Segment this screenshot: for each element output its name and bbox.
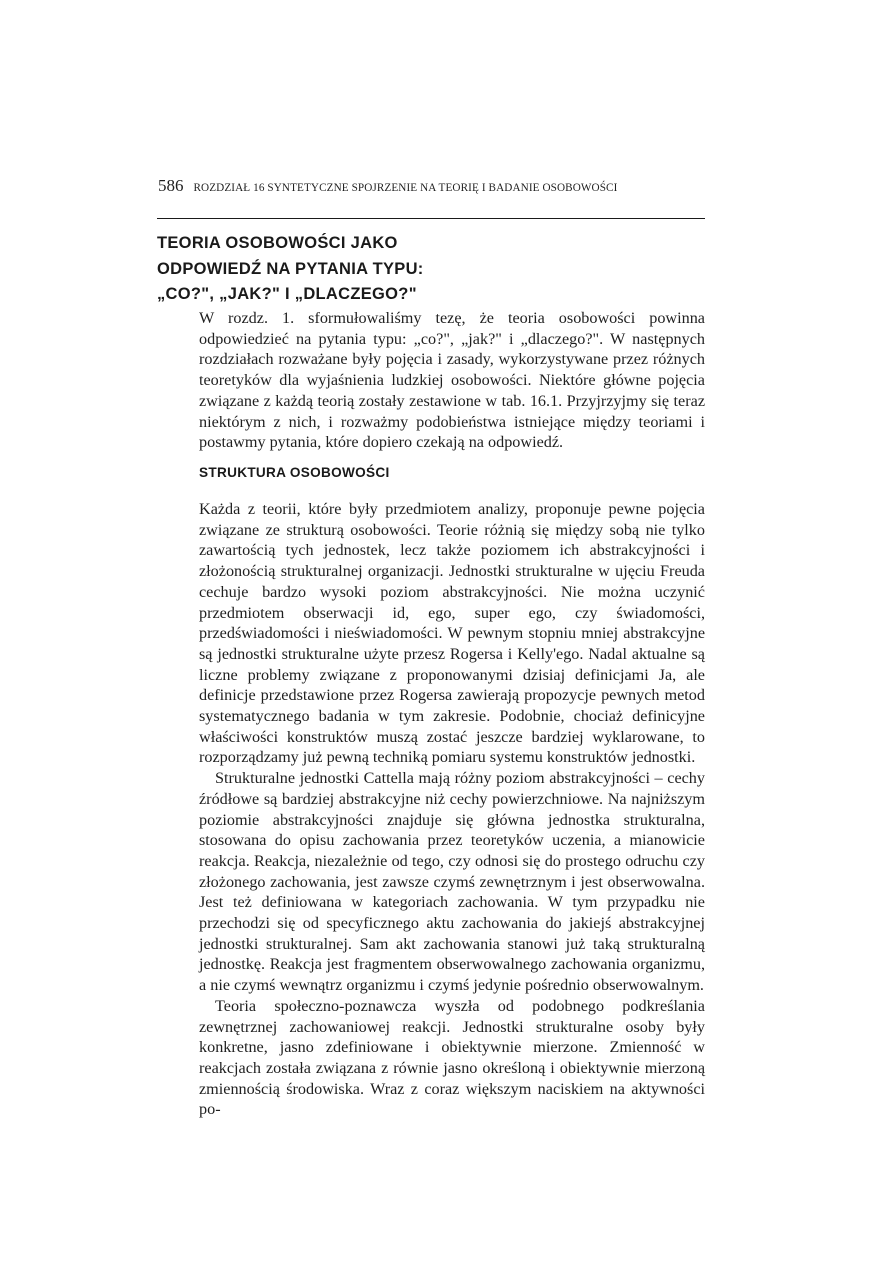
running-head [158,176,718,196]
section-divider [157,218,705,219]
body-paragraph: Każda z teorii, które były przedmiotem analizy, proponuje pewne pojęcia związane ze strukturą osobowości. Teorie różnią się między sobą nie tylko zawartością tych jednostek, lecz także poziomem ich abstrakcyjności i złożonością strukturalnej organizacji. Jednostki strukturalne w ujęciu Freuda cechuje bardzo wysoki poziom abstrakcyjności. Nie można uczynić przedmiotem obserwacji id, ego, super ego, czy świadomości, przedświadomości i nieświadomości. W pewnym stopniu mniej abstrakcyjne są jednostki strukturalne użyte przesz Rogersa i Kelly'ego. Nadal aktualne są liczne problemy związane z proponowanymi dzisiaj definicjami Ja, ale definicje przedstawione przez Rogersa zawierają propozycje pewnych metod systematycznego badania w tym zakresie. Podobnie, chociaż definicyjne właściwości konstruktów muszą zostać jeszcze bardziej wyklarowane, to rozporządzamy już pewną techniką pomiaru systemu konstruktów jednostki. [199,500,705,767]
intro-paragraph: W rozdz. 1. sformułowaliśmy tezę, że teoria osobowości powinna odpowiedzieć na pytania typu: „co?", „jak?" i „dlaczego?". W następnych rozdziałach rozważane były pojęcia i zasady, wykorzystywane przez różnych teoretyków dla wyjaśnienia ludzkiej osobowości. Niektóre główne pojęcia związane z każdą teorią zostały zestawione w tab. 16.1. Przyjrzyjmy się teraz niektórym z nich, i rozważmy podobieństwa istniejące między teoriami i postawmy pytania, które dopiero czekają na odpowiedź. [199,309,705,452]
body-paragraph: Strukturalne jednostki Cattella mają różny poziom abstrakcyjności – cechy źródłowe są bardziej abstrakcyjne niż cechy powierzchniowe. Na najniższym poziomie abstrakcyjności znajduje się główna jednostka strukturalna, stosowana do opisu zachowania przez teoretyków uczenia, a mianowicie reakcja. Reakcja, niezależnie od tego, czy odnosi się do prostego odruchu czy złożonego zachowania, jest zawsze czymś zewnętrznym i jest obserwowalna. Jest też definiowana w kategoriach zachowania. W tym przypadku nie przechodzi się od specyficznego aktu zachowania do jakiejś abstrakcyjnej jednostki strukturalnej. Sam akt zachowania stanowi już taką strukturalną jednostkę. Reakcja jest fragmentem obserwowalnego zachowania organizmu, a nie czymś wewnątrz organizmu i czymś jedynie pośrednio obserwowalnym. [199,769,705,995]
chapter-label: ROZDZIAŁ 16 SYNTETYCZNE SPOJRZENIE NA TEORIĘ I BADANIE OSOBOWOŚCI [193,182,618,194]
intro-text [199,308,705,453]
section-title-line: ODPOWIEDŹ NA PYTANIA TYPU: [157,259,424,278]
section-title-line: TEORIA OSOBOWOŚCI JAKO [157,234,398,252]
main-text [199,499,705,1120]
body-paragraph: Teoria społeczno-poznawcza wyszła od podobnego podkreślania zewnętrznej zachowaniowej reakcji. Jednostki strukturalne osoby były konkretne, jasno zdefiniowane i obiektywnie mierzone. Zmienność w reakcjach została związana z równie jasno określoną i obiektywnie mierzoną zmiennością środowiska. Wraz z coraz większym naciskiem na aktywności po- [199,996,705,1119]
subsection-title: STRUKTURA OSOBOWOŚCI [199,465,390,480]
page-number: 586 [158,176,184,195]
section-title [157,231,557,308]
section-title-line: „CO?", „JAK?" I „DLACZEGO?" [157,285,417,303]
